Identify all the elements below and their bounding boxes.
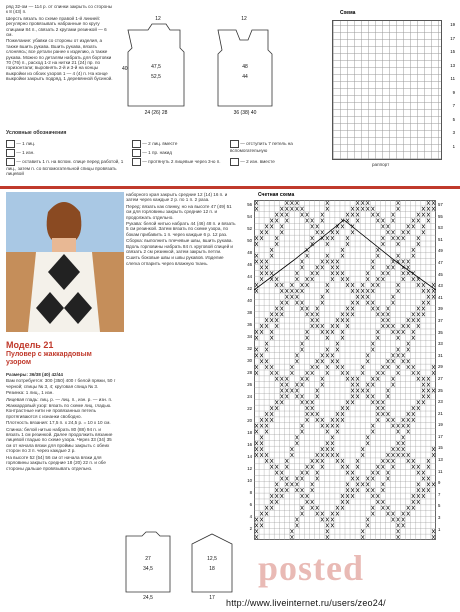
row-number: 54 — [247, 214, 252, 219]
row-number: 46 — [247, 262, 252, 267]
legend-label: — оставить 1 п. на вспом. спице перед работой, 1 лиц., затем п. со вспомогательной спицы провязать лицевой — [6, 159, 124, 177]
schematic-label: 18 — [209, 566, 215, 572]
model-paragraph: Лицевая гладь: лиц. р. — лиц. п., изн. р. — изн. п. — [6, 396, 113, 402]
row-number: 16 — [247, 442, 252, 447]
legend-row — [6, 158, 126, 177]
schematic-label: 40 — [122, 66, 128, 72]
chart-left-numbers — [238, 202, 252, 538]
row-number: 3 — [438, 515, 441, 521]
row-number: 48 — [247, 250, 252, 255]
chart-right-numbers — [438, 202, 452, 538]
legend-label: — 1 лиц. — [16, 141, 36, 147]
row-number: 15 — [438, 445, 443, 451]
symbol-purl-icon — [6, 149, 15, 157]
middle-paragraph: Рукава: белой нитью набрать 44 (46) 48 п. и вязать 5 см резинкой. Затем вязать по схеме узора, по бокам прибавить 1 п. через каждые 6 р. 12 раз. — [126, 221, 236, 237]
row-number: 36 — [247, 322, 252, 327]
row-number: 7 — [438, 491, 441, 497]
schematic-label: 12 — [155, 16, 161, 22]
middle-paragraph: Сшить боковые швы и швы рукавов. Изделие слегка отпарить через влажную ткань. — [126, 255, 224, 266]
model-illustration — [6, 192, 124, 332]
row-number: 12 — [247, 466, 252, 471]
row-number: 28 — [247, 370, 252, 375]
row-number: 57 — [438, 202, 443, 207]
model-title: Пуловер с жаккардовым узором — [6, 351, 92, 366]
row-number: 42 — [247, 286, 252, 291]
row-number: 7 — [452, 103, 455, 108]
schema-title: Схема — [340, 10, 356, 16]
legend-label: — отступить 7 петель на вспомогательную — [230, 141, 293, 153]
row-number: 40 — [247, 298, 252, 303]
row-number: 23 — [438, 399, 443, 405]
row-number: 9 — [438, 480, 441, 486]
row-number: 53 — [438, 225, 443, 231]
symbol-knit-icon — [6, 140, 15, 148]
middle-paragraph: Сборка: выполнить плечевые швы, вшить рукава. Вдоль горловины набрать 84 п. круговой спицей и связать 2 см резинкой, затем закрыть петли. — [126, 238, 233, 255]
row-number: 51 — [438, 236, 443, 242]
row-number: 34 — [247, 334, 252, 339]
row-number: 32 — [247, 346, 252, 351]
row-number: 13 — [450, 62, 455, 68]
row-number: 15 — [450, 49, 455, 54]
row-number: 9 — [452, 89, 455, 95]
model-paragraph: Плотность вязания: 17,5 п. x 24,5 р. = 10 x 10 см. — [6, 420, 111, 426]
symbol-cable-7-icon — [230, 140, 239, 148]
model-paragraph: Спинка: белой нитью набрать 80 (88) 94 п. и вязать 1 см резинкой. Далее продолжить вязание лицевой гладью по схеме узора. Через 33 (34) 35 см от начала вязки для проймы закрыть с обеих сторон по 3 п. через каждые 2 р. — [6, 426, 113, 454]
legend — [6, 140, 326, 182]
row-number: 26 — [247, 382, 252, 387]
row-number: 17 — [438, 433, 443, 439]
row-number: 2 — [249, 526, 252, 531]
row-number: 30 — [247, 358, 252, 363]
legend-row — [6, 149, 106, 157]
legend-row — [132, 158, 242, 166]
row-number: 10 — [247, 478, 252, 483]
row-number: 8 — [249, 490, 252, 495]
row-number: 50 — [247, 238, 252, 243]
schema-row-numbers — [443, 22, 455, 157]
legend-title: Условные обозначения — [6, 130, 67, 136]
row-number: 37 — [438, 317, 443, 323]
row-number: 3 — [452, 130, 455, 135]
legend-label: — 2 изн. вместе — [240, 159, 275, 165]
row-number: 56 — [247, 202, 252, 207]
model-paragraph: Вам потребуется: 300 (350) 400 г белой пряжи, 50 г черной; спицы № 3, 4; круговая спица № 3. — [6, 378, 116, 389]
row-number: 4 — [249, 514, 252, 519]
model-paragraph: Резинка: 1 лиц., 1 изн. — [6, 390, 54, 396]
instructions-top-left — [6, 4, 114, 112]
row-number: 44 — [247, 274, 252, 279]
row-number: 18 — [247, 430, 252, 435]
row-number: 49 — [438, 248, 443, 254]
model-paragraph: Размеры: 36/38 (40) 42/44 — [6, 372, 63, 377]
schematic-top — [118, 10, 278, 120]
instruction-paragraph: ряд 32-ом — 114 р. от спинки закрыть со стороны к 8 (43) п. — [6, 4, 113, 15]
row-number: 5 — [438, 503, 441, 509]
symbol-k2tog-icon — [132, 140, 141, 148]
row-number: 19 — [438, 422, 443, 428]
symbol-p2tog-icon — [230, 158, 239, 166]
schematic-label: 36 (38) 40 — [233, 110, 257, 116]
symbol-cable-icon — [6, 158, 15, 166]
legend-row — [230, 140, 330, 153]
row-number: 17 — [450, 35, 455, 41]
model-instructions — [6, 372, 116, 530]
legend-label: — протянуть 2 лицевые через 3-ю п. — [142, 159, 221, 165]
row-number: 1 — [452, 143, 455, 149]
model-number: Модель 21 — [6, 340, 54, 350]
row-number: 45 — [438, 271, 443, 277]
row-number: 33 — [438, 341, 443, 347]
model-paragraph: На высоте 52 (54) 56 см от начала вязки для горловины закрыть средние 18 (20) 22 п. и обе стороны дальше провязывать отдельно. — [6, 454, 106, 471]
symbol-yarnover-icon — [132, 149, 141, 157]
schematic-label: 12,5 — [207, 556, 217, 562]
row-number: 20 — [247, 418, 252, 423]
row-number: 21 — [438, 410, 443, 416]
schematic-label: 24 (26) 28 — [144, 110, 168, 116]
row-number: 39 — [438, 306, 443, 312]
row-number: 11 — [438, 468, 443, 474]
section-divider — [0, 186, 460, 189]
instruction-paragraph: Пожелание: убавки со стороны от изделия, а также вшить рукава. Вшить рукава, вязать слоняясь; все детали ранее к изделию, а также рукава. Можно по деталям набрать для бортовки 70 (76) п., расход 1-2 на нитки 21 (24) пр. по горизонтали; выровнять 2-й и 3-й на концы выкройки из обоих узоров 1 — 4 (4) п. На конце выкройки закрыть подряд, 1 деревянной бусиной. — [6, 38, 113, 82]
legend-label: — 1 пр. накид — [142, 150, 172, 156]
row-number: 19 — [450, 22, 455, 27]
legend-row — [132, 140, 222, 148]
row-number: 24 — [247, 394, 252, 399]
row-number: 13 — [438, 457, 443, 463]
row-number: 43 — [438, 283, 443, 289]
posted-logo-text: posted — [258, 548, 365, 588]
instruction-paragraph: Шерсть вязать по схеме правой 1-й линией: регулярно провязывать набранные по кругу спицами 84 п., связать 2 кругами резинкой — 6 см. — [6, 15, 107, 38]
row-number: 22 — [247, 406, 252, 411]
row-number: 27 — [438, 375, 443, 381]
url-watermark: http://www.liveinternet.ru/users/zeo24/ — [226, 598, 386, 608]
symbol-pass-over-icon — [132, 158, 141, 166]
schematic-label: 17 — [209, 595, 215, 600]
model-photo — [6, 192, 124, 332]
schematic-label: 34,5 — [143, 566, 153, 572]
chart-title: Счетная схема — [258, 192, 295, 198]
legend-label: — 2 лиц. вместе — [142, 141, 178, 147]
posted-logo — [250, 548, 450, 588]
row-number: 25 — [438, 387, 443, 393]
schematic-label: 27 — [145, 556, 151, 562]
schema-rapport-label: раппорт — [372, 162, 390, 167]
row-number: 41 — [438, 294, 443, 300]
schematic-label: 47,5 — [151, 64, 161, 70]
model-paragraph: Жаккардовый узор: вязать по схеме лиц. гладью. Контрастные нити не провязанных петель протягиваются с изнанки свободно. — [6, 403, 112, 419]
row-number: 5 — [452, 116, 455, 122]
row-number: 38 — [247, 310, 252, 315]
schema-grid — [332, 20, 442, 160]
row-number: 14 — [247, 454, 252, 459]
row-number: 6 — [249, 502, 252, 507]
legend-row — [132, 149, 222, 157]
schematic-label: 24,5 — [143, 595, 153, 600]
schematic-label: 44 — [242, 74, 248, 80]
row-number: 11 — [450, 76, 455, 81]
legend-row — [6, 140, 106, 148]
row-number: 29 — [438, 364, 443, 370]
row-number: 47 — [438, 259, 443, 265]
schematic-label: 52,5 — [151, 74, 161, 80]
row-number: 35 — [438, 329, 443, 335]
legend-row — [230, 158, 330, 166]
row-number: 52 — [247, 226, 252, 231]
row-number: 1 — [438, 526, 441, 532]
schematic-label: 12 — [241, 16, 247, 22]
counting-chart — [254, 200, 436, 540]
schematic-label: 48 — [242, 64, 248, 70]
row-number: 31 — [438, 352, 443, 358]
row-number: 55 — [438, 213, 443, 219]
middle-paragraph: Перед: вязать как спинку, но на высоте 47 (49) 51 см для горловины закрыть средние 12 п. и продолжать отдельно. — [126, 203, 232, 220]
legend-label: — 1 изн. — [16, 150, 35, 156]
schematic-bottom — [118, 530, 240, 600]
middle-paragraph: наборного края закрыть средние 12 (14) 16 п. и затем через каждые 2 р. по 1 п. 2 раза. — [126, 192, 228, 203]
instructions-middle-column — [126, 192, 238, 550]
